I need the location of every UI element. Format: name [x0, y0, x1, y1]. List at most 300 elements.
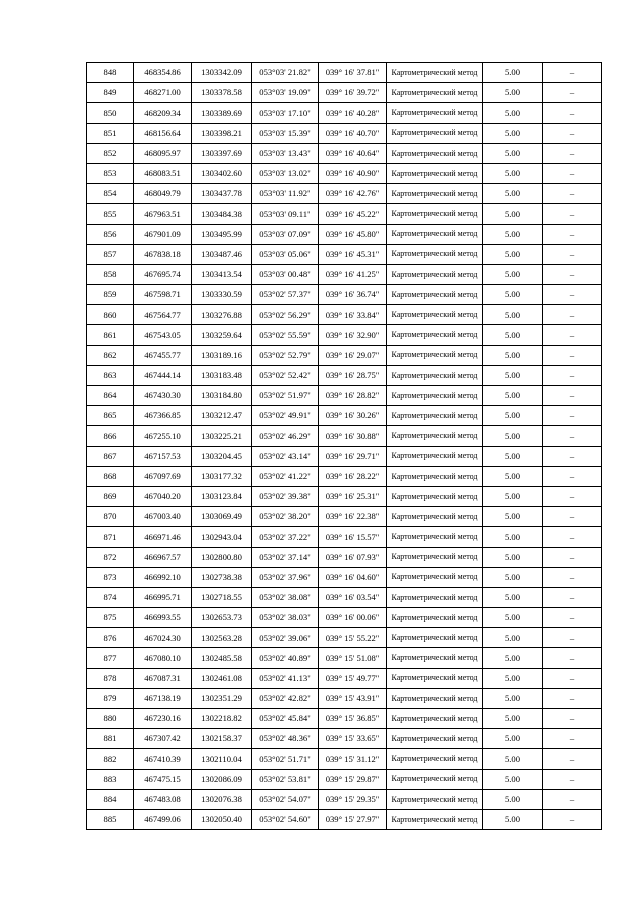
accuracy-cell: 5.00	[483, 386, 543, 406]
accuracy-cell: 5.00	[483, 325, 543, 345]
note-cell: –	[543, 63, 602, 83]
latitude-cell: 053°02' 38.03"	[252, 608, 319, 628]
point-number-cell: 848	[87, 63, 134, 83]
latitude-cell: 053°02' 38.20"	[252, 507, 319, 527]
accuracy-cell: 5.00	[483, 103, 543, 123]
latitude-cell: 053°02' 54.60"	[252, 809, 319, 829]
table-row	[87, 587, 602, 607]
y-coordinate-cell: 1302943.04	[192, 527, 252, 547]
note-cell: –	[543, 345, 602, 365]
point-number-cell: 855	[87, 204, 134, 224]
latitude-cell: 053°03' 13.43"	[252, 143, 319, 163]
note-cell: –	[543, 426, 602, 446]
accuracy-cell: 5.00	[483, 486, 543, 506]
accuracy-cell: 5.00	[483, 709, 543, 729]
accuracy-cell: 5.00	[483, 184, 543, 204]
point-number-cell: 871	[87, 527, 134, 547]
y-coordinate-cell: 1303183.48	[192, 365, 252, 385]
table-row	[87, 264, 602, 284]
point-number-cell: 857	[87, 244, 134, 264]
method-cell: Картометрический метод	[387, 668, 483, 688]
accuracy-cell: 5.00	[483, 83, 543, 103]
method-cell: Картометрический метод	[387, 809, 483, 829]
method-cell: Картометрический метод	[387, 406, 483, 426]
y-coordinate-cell: 1303189.16	[192, 345, 252, 365]
point-number-cell: 867	[87, 446, 134, 466]
y-coordinate-cell: 1303330.59	[192, 285, 252, 305]
latitude-cell: 053°03' 00.48"	[252, 264, 319, 284]
point-number-cell: 868	[87, 466, 134, 486]
point-number-cell: 850	[87, 103, 134, 123]
latitude-cell: 053°02' 37.22"	[252, 527, 319, 547]
point-number-cell: 860	[87, 305, 134, 325]
longitude-cell: 039° 16' 29.07"	[319, 345, 387, 365]
note-cell: –	[543, 507, 602, 527]
longitude-cell: 039° 16' 40.90"	[319, 163, 387, 183]
accuracy-cell: 5.00	[483, 507, 543, 527]
y-coordinate-cell: 1303184.80	[192, 386, 252, 406]
method-cell: Картометрический метод	[387, 143, 483, 163]
latitude-cell: 053°02' 53.81"	[252, 769, 319, 789]
table-row	[87, 668, 602, 688]
method-cell: Картометрический метод	[387, 709, 483, 729]
x-coordinate-cell: 466992.10	[134, 567, 192, 587]
method-cell: Картометрический метод	[387, 426, 483, 446]
note-cell: –	[543, 285, 602, 305]
y-coordinate-cell: 1302718.55	[192, 587, 252, 607]
note-cell: –	[543, 244, 602, 264]
point-number-cell: 876	[87, 628, 134, 648]
table-row	[87, 809, 602, 829]
table-row	[87, 567, 602, 587]
table-row	[87, 184, 602, 204]
method-cell: Картометрический метод	[387, 305, 483, 325]
note-cell: –	[543, 547, 602, 567]
coordinates-table	[86, 62, 602, 830]
y-coordinate-cell: 1302086.09	[192, 769, 252, 789]
longitude-cell: 039° 16' 25.31"	[319, 486, 387, 506]
note-cell: –	[543, 587, 602, 607]
latitude-cell: 053°02' 39.06"	[252, 628, 319, 648]
table-row	[87, 466, 602, 486]
table-row	[87, 285, 602, 305]
method-cell: Картометрический метод	[387, 365, 483, 385]
x-coordinate-cell: 467963.51	[134, 204, 192, 224]
table-row	[87, 305, 602, 325]
method-cell: Картометрический метод	[387, 608, 483, 628]
point-number-cell: 879	[87, 688, 134, 708]
table-row	[87, 103, 602, 123]
x-coordinate-cell: 467838.18	[134, 244, 192, 264]
note-cell: –	[543, 163, 602, 183]
table-row	[87, 325, 602, 345]
point-number-cell: 883	[87, 769, 134, 789]
table-row	[87, 345, 602, 365]
x-coordinate-cell: 466993.55	[134, 608, 192, 628]
latitude-cell: 053°03' 07.09"	[252, 224, 319, 244]
note-cell: –	[543, 325, 602, 345]
point-number-cell: 853	[87, 163, 134, 183]
table-row	[87, 406, 602, 426]
x-coordinate-cell: 468049.79	[134, 184, 192, 204]
longitude-cell: 039° 16' 39.72"	[319, 83, 387, 103]
note-cell: –	[543, 608, 602, 628]
point-number-cell: 852	[87, 143, 134, 163]
y-coordinate-cell: 1303397.69	[192, 143, 252, 163]
y-coordinate-cell: 1302738.38	[192, 567, 252, 587]
y-coordinate-cell: 1303495.99	[192, 224, 252, 244]
latitude-cell: 053°02' 37.96"	[252, 567, 319, 587]
accuracy-cell: 5.00	[483, 204, 543, 224]
longitude-cell: 039° 16' 07.93"	[319, 547, 387, 567]
table-row	[87, 446, 602, 466]
x-coordinate-cell: 468083.51	[134, 163, 192, 183]
x-coordinate-cell: 467483.08	[134, 789, 192, 809]
note-cell: –	[543, 567, 602, 587]
latitude-cell: 053°02' 56.29"	[252, 305, 319, 325]
method-cell: Картометрический метод	[387, 688, 483, 708]
accuracy-cell: 5.00	[483, 688, 543, 708]
latitude-cell: 053°02' 37.14"	[252, 547, 319, 567]
method-cell: Картометрический метод	[387, 285, 483, 305]
method-cell: Картометрический метод	[387, 527, 483, 547]
table-row	[87, 688, 602, 708]
method-cell: Картометрический метод	[387, 507, 483, 527]
point-number-cell: 884	[87, 789, 134, 809]
longitude-cell: 039° 15' 29.35"	[319, 789, 387, 809]
table-row	[87, 709, 602, 729]
note-cell: –	[543, 749, 602, 769]
longitude-cell: 039° 16' 45.80"	[319, 224, 387, 244]
latitude-cell: 053°02' 38.08"	[252, 587, 319, 607]
x-coordinate-cell: 467138.19	[134, 688, 192, 708]
latitude-cell: 053°02' 46.29"	[252, 426, 319, 446]
method-cell: Картометрический метод	[387, 83, 483, 103]
accuracy-cell: 5.00	[483, 406, 543, 426]
y-coordinate-cell: 1303276.88	[192, 305, 252, 325]
longitude-cell: 039° 16' 45.31"	[319, 244, 387, 264]
point-number-cell: 873	[87, 567, 134, 587]
note-cell: –	[543, 789, 602, 809]
table-row	[87, 386, 602, 406]
method-cell: Картометрический метод	[387, 184, 483, 204]
y-coordinate-cell: 1302563.28	[192, 628, 252, 648]
y-coordinate-cell: 1302653.73	[192, 608, 252, 628]
method-cell: Картометрический метод	[387, 769, 483, 789]
note-cell: –	[543, 688, 602, 708]
table-row	[87, 729, 602, 749]
point-number-cell: 862	[87, 345, 134, 365]
latitude-cell: 053°03' 19.09"	[252, 83, 319, 103]
method-cell: Картометрический метод	[387, 163, 483, 183]
longitude-cell: 039° 15' 49.77"	[319, 668, 387, 688]
note-cell: –	[543, 668, 602, 688]
point-number-cell: 866	[87, 426, 134, 446]
longitude-cell: 039° 15' 31.12"	[319, 749, 387, 769]
latitude-cell: 053°02' 41.22"	[252, 466, 319, 486]
accuracy-cell: 5.00	[483, 224, 543, 244]
x-coordinate-cell: 467080.10	[134, 648, 192, 668]
y-coordinate-cell: 1303123.84	[192, 486, 252, 506]
x-coordinate-cell: 466995.71	[134, 587, 192, 607]
method-cell: Картометрический метод	[387, 204, 483, 224]
point-number-cell: 880	[87, 709, 134, 729]
note-cell: –	[543, 264, 602, 284]
x-coordinate-cell: 467455.77	[134, 345, 192, 365]
latitude-cell: 053°02' 48.36"	[252, 729, 319, 749]
table-row	[87, 143, 602, 163]
longitude-cell: 039° 16' 28.22"	[319, 466, 387, 486]
point-number-cell: 859	[87, 285, 134, 305]
latitude-cell: 053°02' 54.07"	[252, 789, 319, 809]
y-coordinate-cell: 1303177.32	[192, 466, 252, 486]
table-row	[87, 123, 602, 143]
y-coordinate-cell: 1303069.49	[192, 507, 252, 527]
note-cell: –	[543, 809, 602, 829]
y-coordinate-cell: 1303398.21	[192, 123, 252, 143]
point-number-cell: 881	[87, 729, 134, 749]
longitude-cell: 039° 16' 03.54"	[319, 587, 387, 607]
longitude-cell: 039° 16' 32.90"	[319, 325, 387, 345]
longitude-cell: 039° 15' 29.87"	[319, 769, 387, 789]
longitude-cell: 039° 16' 15.57"	[319, 527, 387, 547]
x-coordinate-cell: 467366.85	[134, 406, 192, 426]
note-cell: –	[543, 648, 602, 668]
accuracy-cell: 5.00	[483, 163, 543, 183]
accuracy-cell: 5.00	[483, 749, 543, 769]
table-row	[87, 608, 602, 628]
note-cell: –	[543, 184, 602, 204]
x-coordinate-cell: 467097.69	[134, 466, 192, 486]
x-coordinate-cell: 467157.53	[134, 446, 192, 466]
accuracy-cell: 5.00	[483, 143, 543, 163]
latitude-cell: 053°02' 55.59"	[252, 325, 319, 345]
x-coordinate-cell: 467901.09	[134, 224, 192, 244]
y-coordinate-cell: 1302218.82	[192, 709, 252, 729]
note-cell: –	[543, 709, 602, 729]
accuracy-cell: 5.00	[483, 668, 543, 688]
y-coordinate-cell: 1303484.38	[192, 204, 252, 224]
y-coordinate-cell: 1303378.58	[192, 83, 252, 103]
accuracy-cell: 5.00	[483, 63, 543, 83]
latitude-cell: 053°03' 13.02"	[252, 163, 319, 183]
accuracy-cell: 5.00	[483, 729, 543, 749]
longitude-cell: 039° 16' 30.26"	[319, 406, 387, 426]
accuracy-cell: 5.00	[483, 809, 543, 829]
longitude-cell: 039° 16' 41.25"	[319, 264, 387, 284]
point-number-cell: 856	[87, 224, 134, 244]
method-cell: Картометрический метод	[387, 567, 483, 587]
longitude-cell: 039° 15' 33.65"	[319, 729, 387, 749]
x-coordinate-cell: 467230.16	[134, 709, 192, 729]
y-coordinate-cell: 1302110.04	[192, 749, 252, 769]
method-cell: Картометрический метод	[387, 325, 483, 345]
x-coordinate-cell: 468209.34	[134, 103, 192, 123]
method-cell: Картометрический метод	[387, 345, 483, 365]
table-row	[87, 486, 602, 506]
latitude-cell: 053°02' 51.97"	[252, 386, 319, 406]
latitude-cell: 053°02' 42.82"	[252, 688, 319, 708]
point-number-cell: 874	[87, 587, 134, 607]
longitude-cell: 039° 16' 04.60"	[319, 567, 387, 587]
table-row	[87, 426, 602, 446]
method-cell: Картометрический метод	[387, 628, 483, 648]
note-cell: –	[543, 305, 602, 325]
point-number-cell: 861	[87, 325, 134, 345]
y-coordinate-cell: 1302351.29	[192, 688, 252, 708]
longitude-cell: 039° 16' 29.71"	[319, 446, 387, 466]
accuracy-cell: 5.00	[483, 466, 543, 486]
table-row	[87, 628, 602, 648]
accuracy-cell: 5.00	[483, 244, 543, 264]
note-cell: –	[543, 83, 602, 103]
table-row	[87, 83, 602, 103]
longitude-cell: 039° 15' 51.08"	[319, 648, 387, 668]
longitude-cell: 039° 16' 22.38"	[319, 507, 387, 527]
longitude-cell: 039° 16' 36.74"	[319, 285, 387, 305]
latitude-cell: 053°02' 45.84"	[252, 709, 319, 729]
note-cell: –	[543, 729, 602, 749]
method-cell: Картометрический метод	[387, 547, 483, 567]
x-coordinate-cell: 467040.20	[134, 486, 192, 506]
point-number-cell: 877	[87, 648, 134, 668]
point-number-cell: 870	[87, 507, 134, 527]
note-cell: –	[543, 365, 602, 385]
x-coordinate-cell: 468095.97	[134, 143, 192, 163]
accuracy-cell: 5.00	[483, 608, 543, 628]
x-coordinate-cell: 467598.71	[134, 285, 192, 305]
method-cell: Картометрический метод	[387, 264, 483, 284]
table-row	[87, 789, 602, 809]
accuracy-cell: 5.00	[483, 769, 543, 789]
x-coordinate-cell: 467564.77	[134, 305, 192, 325]
x-coordinate-cell: 466967.57	[134, 547, 192, 567]
table-row	[87, 749, 602, 769]
accuracy-cell: 5.00	[483, 305, 543, 325]
accuracy-cell: 5.00	[483, 345, 543, 365]
method-cell: Картометрический метод	[387, 466, 483, 486]
latitude-cell: 053°03' 15.39"	[252, 123, 319, 143]
y-coordinate-cell: 1303259.64	[192, 325, 252, 345]
table-row	[87, 648, 602, 668]
point-number-cell: 865	[87, 406, 134, 426]
y-coordinate-cell: 1303389.69	[192, 103, 252, 123]
longitude-cell: 039° 16' 40.64"	[319, 143, 387, 163]
x-coordinate-cell: 468271.00	[134, 83, 192, 103]
y-coordinate-cell: 1302485.58	[192, 648, 252, 668]
latitude-cell: 053°02' 52.79"	[252, 345, 319, 365]
latitude-cell: 053°02' 51.71"	[252, 749, 319, 769]
latitude-cell: 053°02' 41.13"	[252, 668, 319, 688]
x-coordinate-cell: 467543.05	[134, 325, 192, 345]
latitude-cell: 053°02' 49.91"	[252, 406, 319, 426]
x-coordinate-cell: 468354.86	[134, 63, 192, 83]
point-number-cell: 854	[87, 184, 134, 204]
latitude-cell: 053°03' 11.92"	[252, 184, 319, 204]
note-cell: –	[543, 527, 602, 547]
y-coordinate-cell: 1303212.47	[192, 406, 252, 426]
method-cell: Картометрический метод	[387, 386, 483, 406]
x-coordinate-cell: 467430.30	[134, 386, 192, 406]
y-coordinate-cell: 1303437.78	[192, 184, 252, 204]
x-coordinate-cell: 467024.30	[134, 628, 192, 648]
method-cell: Картометрический метод	[387, 123, 483, 143]
accuracy-cell: 5.00	[483, 426, 543, 446]
y-coordinate-cell: 1302050.40	[192, 809, 252, 829]
point-number-cell: 863	[87, 365, 134, 385]
method-cell: Картометрический метод	[387, 224, 483, 244]
accuracy-cell: 5.00	[483, 123, 543, 143]
x-coordinate-cell: 467003.40	[134, 507, 192, 527]
point-number-cell: 864	[87, 386, 134, 406]
y-coordinate-cell: 1302076.38	[192, 789, 252, 809]
method-cell: Картометрический метод	[387, 244, 483, 264]
method-cell: Картометрический метод	[387, 789, 483, 809]
table-row	[87, 769, 602, 789]
longitude-cell: 039° 15' 43.91"	[319, 688, 387, 708]
note-cell: –	[543, 628, 602, 648]
latitude-cell: 053°03' 09.11"	[252, 204, 319, 224]
longitude-cell: 039° 16' 30.88"	[319, 426, 387, 446]
longitude-cell: 039° 16' 40.70"	[319, 123, 387, 143]
y-coordinate-cell: 1303402.60	[192, 163, 252, 183]
method-cell: Картометрический метод	[387, 103, 483, 123]
y-coordinate-cell: 1303413.54	[192, 264, 252, 284]
x-coordinate-cell: 467475.15	[134, 769, 192, 789]
longitude-cell: 039° 15' 27.97"	[319, 809, 387, 829]
latitude-cell: 053°02' 39.38"	[252, 486, 319, 506]
method-cell: Картометрический метод	[387, 648, 483, 668]
point-number-cell: 878	[87, 668, 134, 688]
longitude-cell: 039° 16' 42.76"	[319, 184, 387, 204]
accuracy-cell: 5.00	[483, 446, 543, 466]
accuracy-cell: 5.00	[483, 789, 543, 809]
x-coordinate-cell: 467499.06	[134, 809, 192, 829]
note-cell: –	[543, 466, 602, 486]
latitude-cell: 053°03' 17.10"	[252, 103, 319, 123]
point-number-cell: 875	[87, 608, 134, 628]
accuracy-cell: 5.00	[483, 365, 543, 385]
y-coordinate-cell: 1302158.37	[192, 729, 252, 749]
accuracy-cell: 5.00	[483, 628, 543, 648]
accuracy-cell: 5.00	[483, 285, 543, 305]
y-coordinate-cell: 1302461.08	[192, 668, 252, 688]
method-cell: Картометрический метод	[387, 749, 483, 769]
table-row	[87, 527, 602, 547]
x-coordinate-cell: 467255.10	[134, 426, 192, 446]
x-coordinate-cell: 468156.64	[134, 123, 192, 143]
y-coordinate-cell: 1303487.46	[192, 244, 252, 264]
x-coordinate-cell: 467695.74	[134, 264, 192, 284]
table-row	[87, 547, 602, 567]
table-row	[87, 507, 602, 527]
note-cell: –	[543, 103, 602, 123]
accuracy-cell: 5.00	[483, 547, 543, 567]
note-cell: –	[543, 123, 602, 143]
accuracy-cell: 5.00	[483, 527, 543, 547]
longitude-cell: 039° 16' 00.06"	[319, 608, 387, 628]
table-row	[87, 244, 602, 264]
y-coordinate-cell: 1303204.45	[192, 446, 252, 466]
latitude-cell: 053°02' 40.89"	[252, 648, 319, 668]
y-coordinate-cell: 1302800.80	[192, 547, 252, 567]
latitude-cell: 053°03' 05.06"	[252, 244, 319, 264]
longitude-cell: 039° 16' 37.81"	[319, 63, 387, 83]
x-coordinate-cell: 467087.31	[134, 668, 192, 688]
accuracy-cell: 5.00	[483, 587, 543, 607]
point-number-cell: 882	[87, 749, 134, 769]
note-cell: –	[543, 143, 602, 163]
